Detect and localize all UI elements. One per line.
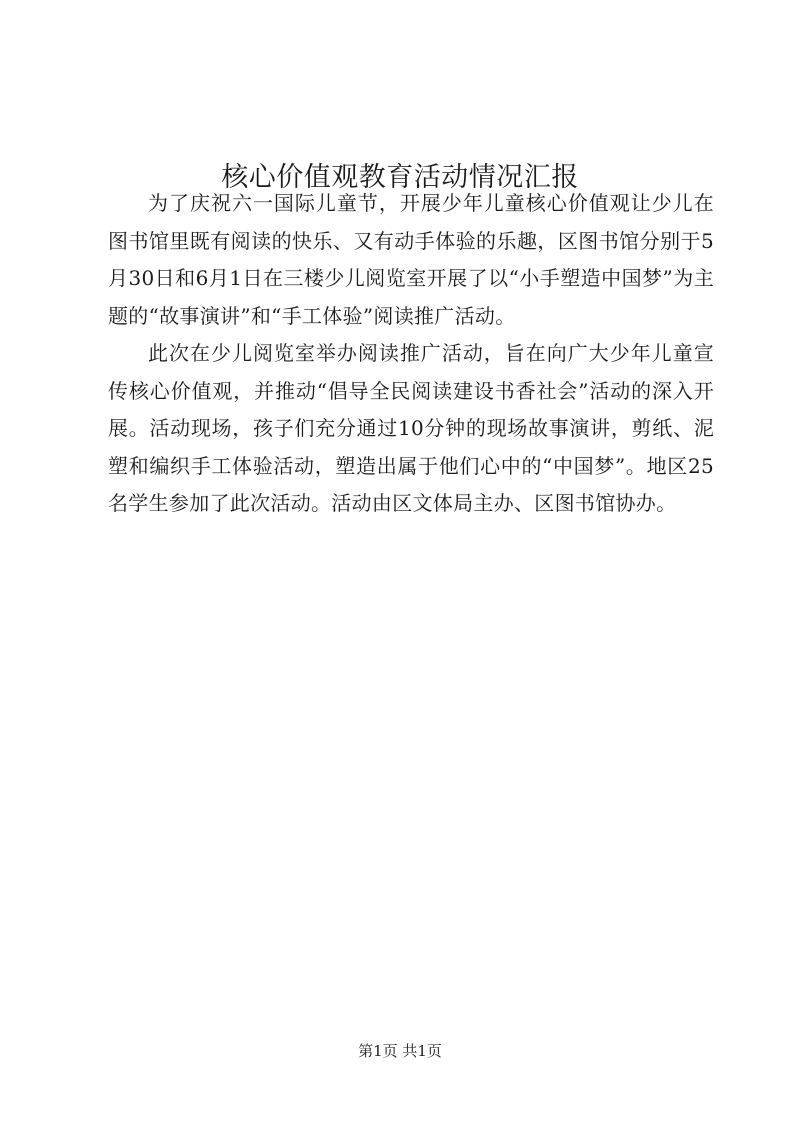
document-body	[108, 185, 714, 523]
paragraph-2: 此次在少儿阅览室举办阅读推广活动，旨在向广大少年儿童宣传核心价值观，并推动“倡导全民阅读建设书香社会”活动的深入开展。活动现场，孩子们充分通过10分钟的现场故事演讲，剪纸、泥塑和编织手工体验活动，塑造出属于他们心中的“中国梦”。地区25名学生参加了此次活动。活动由区文体局主办、区图书馆协办。	[108, 341, 714, 515]
page-footer: 第1页 共1页	[358, 1042, 442, 1060]
document-title: 核心价值观教育活动情况汇报	[221, 162, 579, 194]
paragraph-1: 为了庆祝六一国际儿童节，开展少年儿童核心价值观让少儿在图书馆里既有阅读的快乐、又有动手体验的乐趣，区图书馆分别于5月30日和6月1日在三楼少儿阅览室开展了以“小手塑造中国梦”为主题的“故事演讲”和“手工体验”阅读推广活动。	[108, 191, 714, 328]
